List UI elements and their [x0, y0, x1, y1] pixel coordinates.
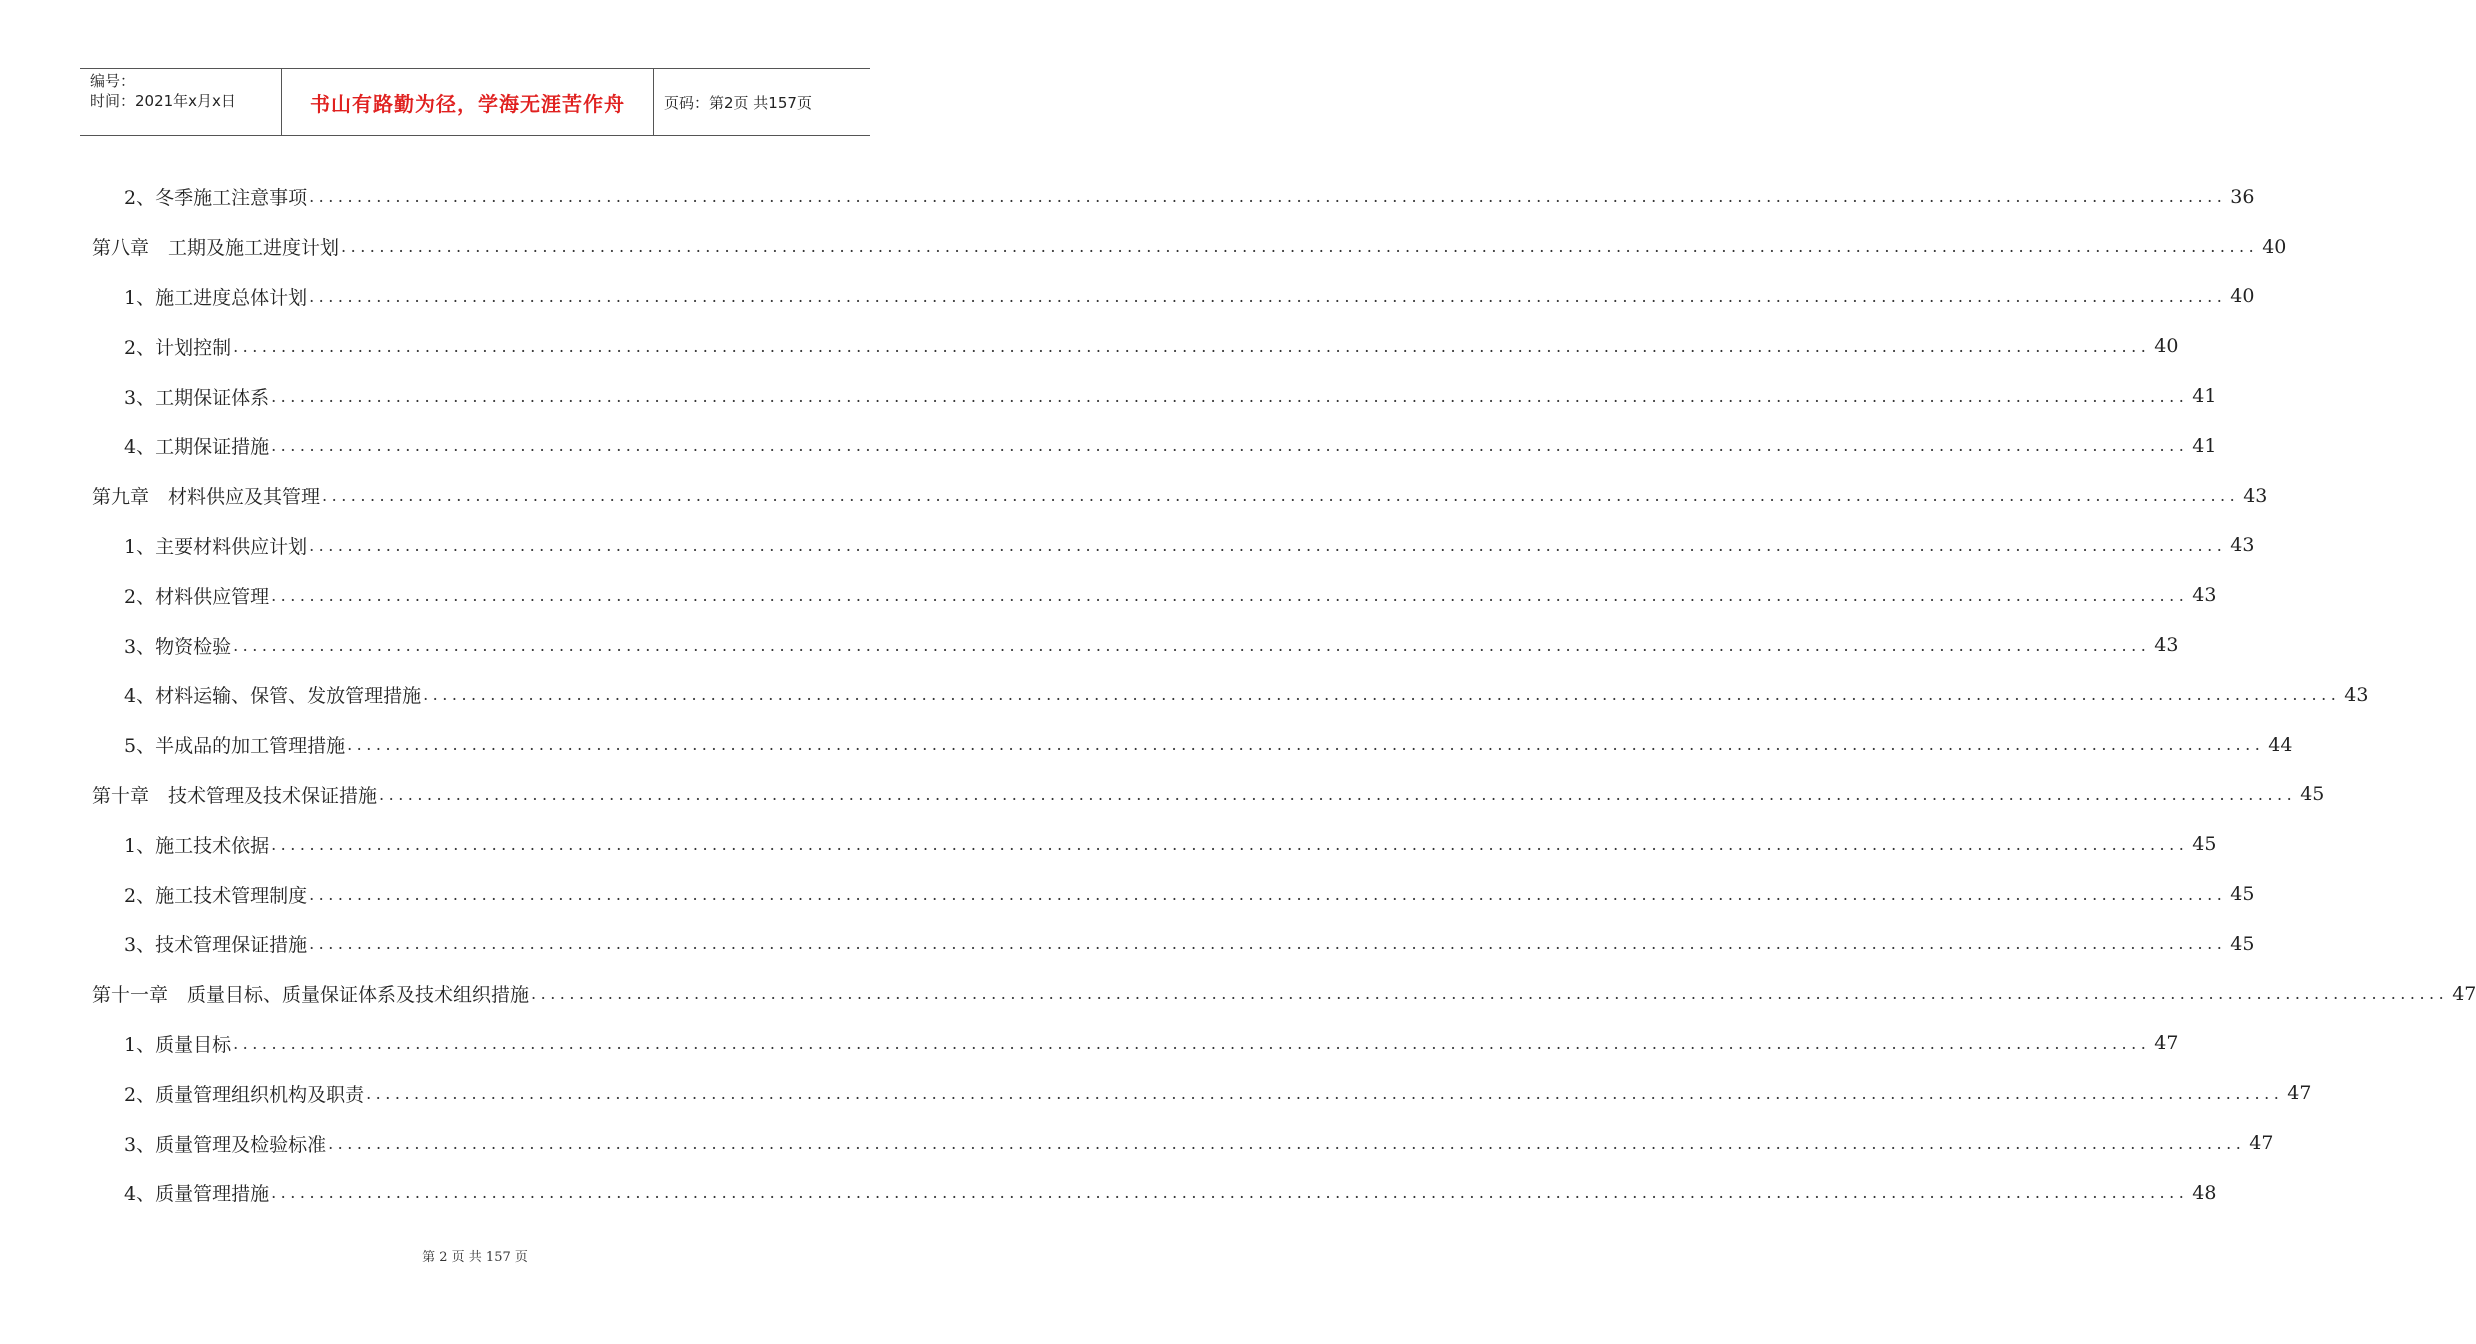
toc-entry-page: 47: [2150, 1032, 2178, 1054]
header-number: 编号：: [90, 72, 136, 90]
toc-entry-title: 2、施工技术管理制度: [124, 881, 309, 908]
toc-leader-dots: ........................................................................................................................................................................................................: [271, 585, 2189, 605]
toc-entry[interactable]: [92, 272, 2255, 322]
toc-entry-title: 4、工期保证措施: [124, 432, 271, 459]
toc-entry-title: 3、技术管理保证措施: [124, 930, 309, 957]
toc-entry[interactable]: [92, 222, 2287, 272]
toc-entry-title: 第九章 材料供应及其管理: [92, 482, 322, 509]
toc-entry-page: 47: [2283, 1082, 2311, 1104]
header-time: 时间：2021年x月x日: [90, 92, 236, 110]
toc-entry-page: 43: [2188, 584, 2216, 606]
header-page-info: 页码：第2页 共157页: [664, 93, 812, 112]
header-motto-cell: [282, 69, 654, 135]
toc-entry-page: 45: [2226, 883, 2254, 905]
toc-entry-title: 4、质量管理措施: [124, 1179, 271, 1206]
toc-leader-dots: ........................................................................................................................................................................................................: [309, 187, 2227, 207]
toc-entry-page: 41: [2188, 385, 2216, 407]
toc-entry-title: 4、材料运输、保管、发放管理措施: [124, 681, 423, 708]
toc-entry-page: 43: [2239, 485, 2267, 507]
toc-entry-page: 43: [2150, 634, 2178, 656]
toc-entry-page: 45: [2188, 833, 2216, 855]
toc-leader-dots: ........................................................................................................................................................................................................: [233, 635, 2151, 655]
toc-entry-title: 2、材料供应管理: [124, 582, 271, 609]
toc-entry-page: 48: [2188, 1182, 2216, 1204]
toc-entry[interactable]: [92, 1068, 2312, 1118]
toc-entry[interactable]: [92, 720, 2293, 770]
toc-entry[interactable]: [92, 172, 2255, 222]
header-meta: [80, 69, 282, 135]
toc-entry[interactable]: [92, 620, 2179, 670]
toc-entry[interactable]: [92, 1118, 2274, 1168]
toc-entry-title: 3、质量管理及检验标准: [124, 1130, 328, 1157]
toc-leader-dots: ........................................................................................................................................................................................................: [341, 237, 2259, 257]
toc-leader-dots: ........................................................................................................................................................................................................: [309, 535, 2227, 555]
toc-entry-page: 40: [2150, 335, 2178, 357]
toc-entry[interactable]: [92, 770, 2325, 820]
toc-entry-title: 2、冬季施工注意事项: [124, 183, 309, 210]
toc-entry-page: 47: [2448, 983, 2476, 1005]
table-of-contents: [92, 172, 2476, 1218]
toc-entry-page: 45: [2226, 933, 2254, 955]
toc-leader-dots: ........................................................................................................................................................................................................: [271, 834, 2189, 854]
toc-leader-dots: ........................................................................................................................................................................................................: [379, 784, 2297, 804]
toc-entry-title: 第十章 技术管理及技术保证措施: [92, 781, 379, 808]
toc-entry-page: 41: [2188, 435, 2216, 457]
toc-leader-dots: ........................................................................................................................................................................................................: [322, 486, 2240, 506]
toc-entry-title: 第八章 工期及施工进度计划: [92, 233, 341, 260]
toc-entry-title: 1、质量目标: [124, 1030, 233, 1057]
toc-entry-page: 44: [2264, 734, 2292, 756]
toc-entry-page: 47: [2245, 1132, 2273, 1154]
toc-entry-title: 1、施工技术依据: [124, 831, 271, 858]
toc-entry[interactable]: [92, 969, 2476, 1019]
toc-entry[interactable]: [92, 570, 2217, 620]
toc-entry-page: 43: [2226, 534, 2254, 556]
toc-entry-title: 5、半成品的加工管理措施: [124, 731, 347, 758]
toc-entry[interactable]: [92, 819, 2217, 869]
toc-entry[interactable]: [92, 521, 2255, 571]
toc-leader-dots: ........................................................................................................................................................................................................: [233, 336, 2151, 356]
header-motto: 书山有路勤为径，学海无涯苦作舟: [310, 91, 625, 116]
toc-leader-dots: ........................................................................................................................................................................................................: [309, 884, 2227, 904]
toc-leader-dots: ........................................................................................................................................................................................................: [423, 685, 2341, 705]
toc-entry-title: 1、施工进度总体计划: [124, 283, 309, 310]
toc-entry-page: 43: [2340, 684, 2368, 706]
toc-entry-title: 2、质量管理组织机构及职责: [124, 1080, 366, 1107]
toc-entry-title: 第十一章 质量目标、质量保证体系及技术组织措施: [92, 980, 531, 1007]
toc-leader-dots: ........................................................................................................................................................................................................: [309, 934, 2227, 954]
toc-leader-dots: ........................................................................................................................................................................................................: [309, 286, 2227, 306]
toc-leader-dots: ........................................................................................................................................................................................................: [531, 984, 2449, 1004]
toc-entry[interactable]: [92, 421, 2217, 471]
toc-entry[interactable]: [92, 321, 2179, 371]
toc-leader-dots: ........................................................................................................................................................................................................: [271, 386, 2189, 406]
toc-leader-dots: ........................................................................................................................................................................................................: [347, 735, 2265, 755]
toc-entry-page: 40: [2226, 285, 2254, 307]
toc-leader-dots: ........................................................................................................................................................................................................: [233, 1033, 2151, 1053]
toc-entry[interactable]: [92, 919, 2255, 969]
toc-entry-title: 1、主要材料供应计划: [124, 532, 309, 559]
toc-entry-title: 3、物资检验: [124, 632, 233, 659]
toc-entry[interactable]: [92, 670, 2369, 720]
toc-entry-page: 40: [2258, 236, 2286, 258]
page-header: [80, 68, 870, 136]
toc-entry-title: 2、计划控制: [124, 333, 233, 360]
toc-entry[interactable]: [92, 869, 2255, 919]
toc-leader-dots: ........................................................................................................................................................................................................: [366, 1083, 2284, 1103]
toc-leader-dots: ........................................................................................................................................................................................................: [328, 1133, 2246, 1153]
toc-leader-dots: ........................................................................................................................................................................................................: [271, 436, 2189, 456]
toc-entry[interactable]: [92, 471, 2268, 521]
page-footer: 第 2 页 共 157 页: [422, 1250, 528, 1265]
toc-leader-dots: ........................................................................................................................................................................................................: [271, 1183, 2189, 1203]
toc-entry[interactable]: [92, 1019, 2179, 1069]
toc-entry-title: 3、工期保证体系: [124, 383, 271, 410]
toc-entry[interactable]: [92, 1168, 2217, 1218]
toc-entry-page: 45: [2296, 783, 2324, 805]
toc-entry[interactable]: [92, 371, 2217, 421]
toc-entry-page: 36: [2226, 186, 2254, 208]
